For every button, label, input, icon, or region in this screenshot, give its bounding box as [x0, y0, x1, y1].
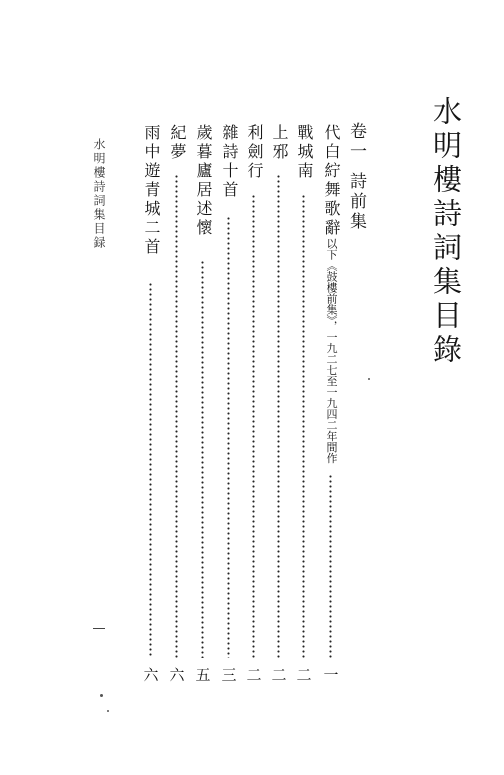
toc-entry-page: 一	[323, 666, 339, 684]
toc-entry-page: 六	[143, 666, 159, 684]
toc-entry-page: 六	[169, 666, 185, 684]
toc-entry-page: 二	[296, 666, 312, 684]
toc-entry	[320, 124, 342, 684]
volume-heading	[347, 122, 364, 232]
toc-entry	[192, 124, 214, 684]
scan-speck	[107, 710, 109, 712]
toc-entry-title: 紀夢	[168, 124, 187, 162]
scan-speck	[100, 694, 103, 697]
dot-leader	[329, 474, 332, 658]
toc-entry	[243, 124, 265, 684]
toc-entry-title: 雨中遊青城二首	[142, 124, 161, 257]
toc-entry-title-block	[320, 124, 342, 464]
toc-entry-page: 五	[195, 666, 211, 684]
scan-speck	[368, 378, 370, 380]
toc-entry-page: 二	[246, 666, 262, 684]
toc-entry	[218, 124, 240, 684]
dot-leader	[175, 174, 178, 658]
toc-entry-title: 上邪	[270, 124, 289, 162]
dot-leader	[201, 260, 204, 658]
dot-leader	[252, 194, 255, 658]
dot-leader	[302, 194, 305, 658]
book-title: 水明樓詩詞集目錄	[429, 96, 463, 368]
toc-entry-note: 以下《鼓樓前集》，一九二七至一九四二年間作	[325, 238, 338, 464]
toc-entry-title: 代白紵舞歌辭	[322, 124, 341, 238]
running-header: 水明樓詩詞集目録	[92, 138, 106, 250]
toc-entry	[140, 124, 162, 684]
toc-entry-page: 二	[271, 666, 287, 684]
toc-entry	[166, 124, 188, 684]
toc-entry-title: 雜詩十首	[220, 124, 239, 200]
toc-entry-title: 利劍行	[245, 124, 264, 181]
volume-name: 詩前集	[346, 172, 366, 232]
dot-leader	[277, 174, 280, 658]
volume-number: 卷一	[346, 122, 366, 162]
toc-entry	[293, 124, 315, 684]
toc-entry-page: 三	[221, 666, 237, 684]
toc-entry-title: 戰城南	[295, 124, 314, 181]
toc-entry-title: 歲暮廬居述懷	[194, 124, 213, 238]
folio-mark	[93, 628, 105, 629]
toc-entry	[268, 124, 290, 684]
dot-leader	[149, 282, 152, 658]
dot-leader	[227, 216, 230, 658]
